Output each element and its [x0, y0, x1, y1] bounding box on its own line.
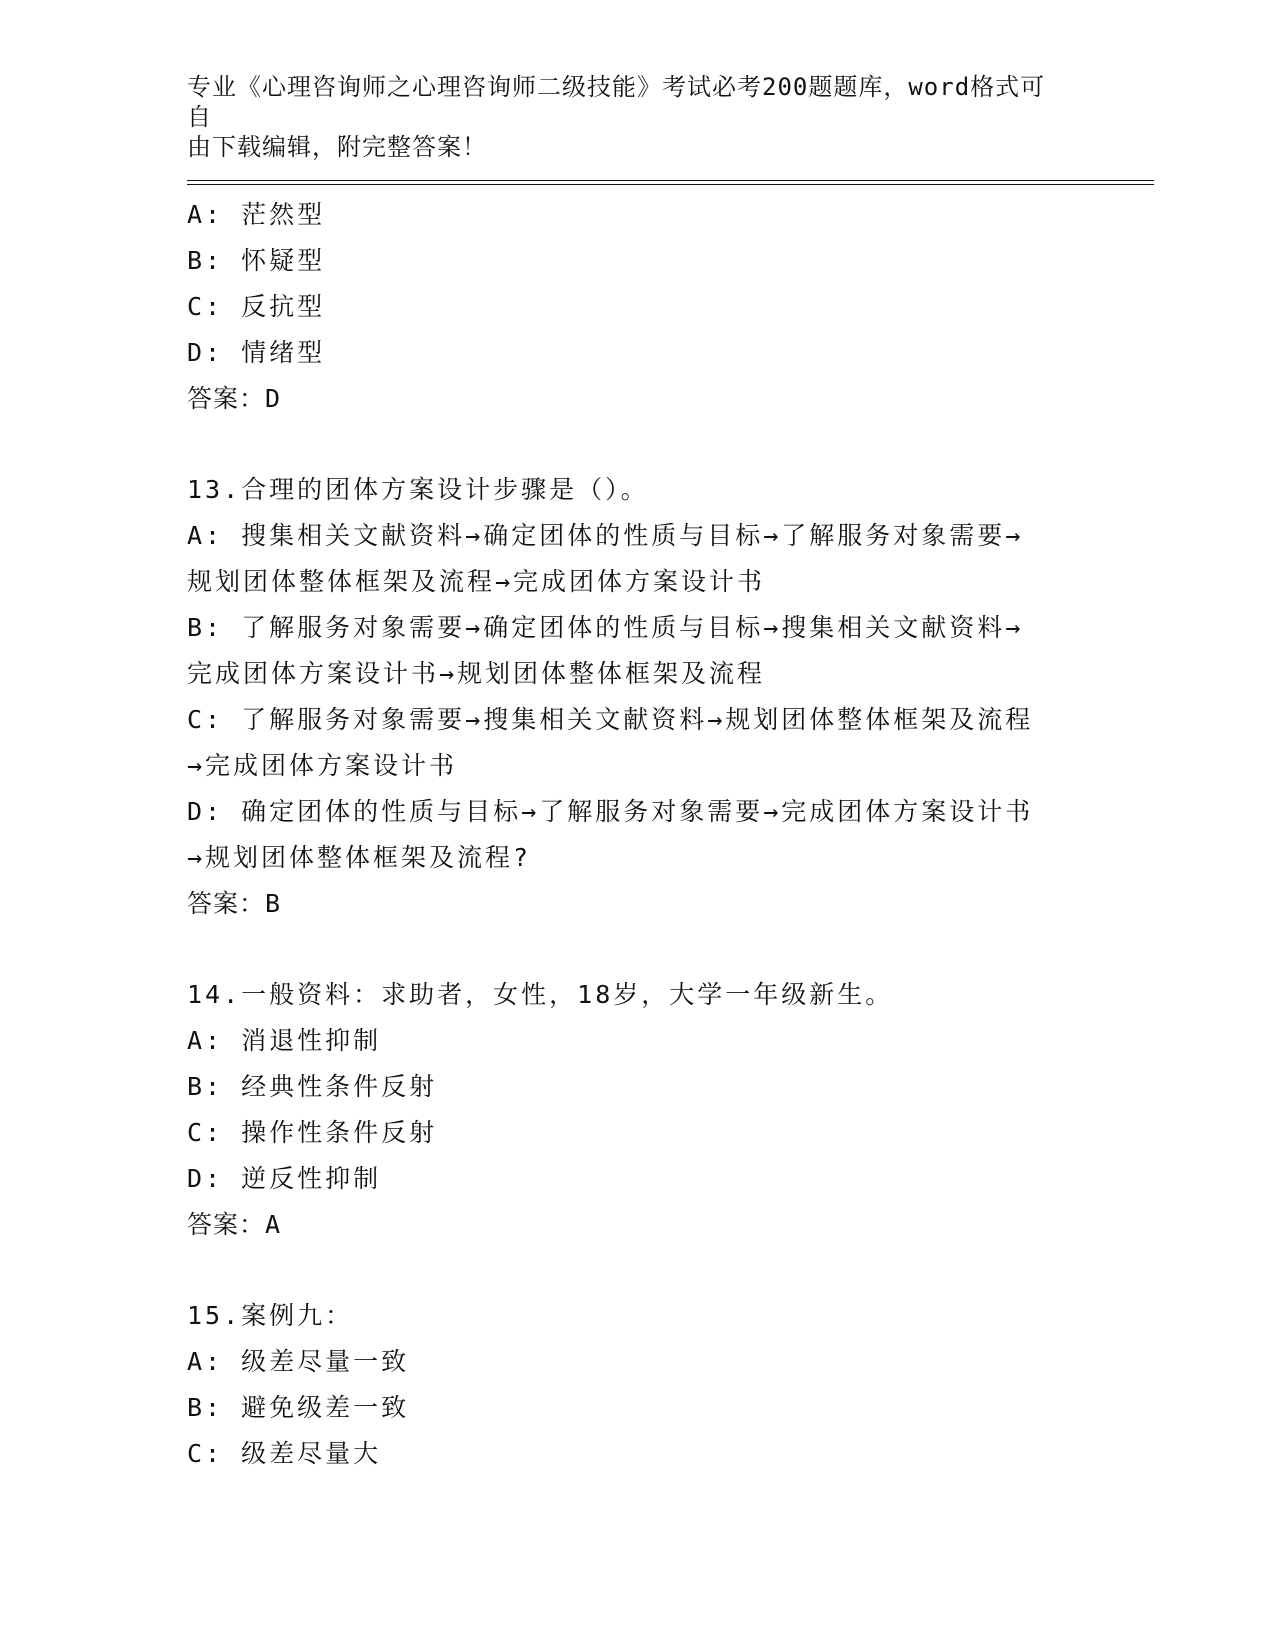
- option-a-continued: 规划团体整体框架及流程→完成团体方案设计书: [187, 567, 766, 596]
- answer-label: 答案：: [187, 1210, 266, 1239]
- option-b: B: 了解服务对象需要→确定团体的性质与目标→搜集相关文献资料→: [187, 613, 1024, 642]
- option-d: D: 情绪型: [187, 338, 326, 367]
- option-d-continued: →规划团体整体框架及流程?: [187, 843, 532, 872]
- header-line-2: 由下载编辑，附完整答案！: [187, 133, 487, 161]
- answer-value: D: [265, 384, 282, 413]
- block-spacer: [187, 1248, 1087, 1293]
- header-divider-top: [187, 180, 1154, 181]
- question-text: 14.一般资料：求助者，女性，18岁，大学一年级新生。: [187, 980, 894, 1009]
- option-a: A: 搜集相关文献资料→确定团体的性质与目标→了解服务对象需要→: [187, 521, 1024, 550]
- option-b: B: 经典性条件反射: [187, 1072, 438, 1101]
- option-c: C: 级差尽量大: [187, 1439, 382, 1468]
- option-c: C: 操作性条件反射: [187, 1118, 438, 1147]
- question-block-13: [187, 467, 1087, 927]
- document-header: [187, 72, 1067, 162]
- option-c: C: 了解服务对象需要→搜集相关文献资料→规划团体整体框架及流程: [187, 705, 1034, 734]
- answer-label: 答案：: [187, 889, 266, 918]
- option-a: A: 级差尽量一致: [187, 1347, 410, 1376]
- answer-value: B: [265, 889, 282, 918]
- option-c: C: 反抗型: [187, 292, 326, 321]
- question-block-14: [187, 972, 1087, 1248]
- option-a: A: 消退性抑制: [187, 1026, 382, 1055]
- option-b: B: 怀疑型: [187, 246, 326, 275]
- answer-line: [187, 881, 1087, 927]
- option-d: D: 确定团体的性质与目标→了解服务对象需要→完成团体方案设计书: [187, 797, 1034, 826]
- header-divider-bottom: [187, 184, 1154, 185]
- answer-label: 答案：: [187, 384, 266, 413]
- question-text: 15.案例九：: [187, 1301, 354, 1330]
- header-line-1: 专业《心理咨询师之心理咨询师二级技能》考试必考200题题库，word格式可自: [187, 73, 1046, 131]
- block-spacer: [187, 927, 1087, 972]
- answer-line: [187, 1202, 1087, 1248]
- option-b-continued: 完成团体方案设计书→规划团体整体框架及流程: [187, 659, 766, 688]
- option-d: D: 逆反性抑制: [187, 1164, 382, 1193]
- answer-line: [187, 376, 1087, 422]
- question-list: [187, 192, 1087, 1477]
- block-spacer: [187, 422, 1087, 467]
- option-c-continued: →完成团体方案设计书: [187, 751, 458, 780]
- question-text: 13.合理的团体方案设计步骤是（）。: [187, 475, 649, 504]
- option-a: A: 茫然型: [187, 200, 326, 229]
- answer-value: A: [265, 1210, 282, 1239]
- question-block-15: [187, 1293, 1087, 1477]
- option-b: B: 避免级差一致: [187, 1393, 410, 1422]
- question-block-12: [187, 192, 1087, 422]
